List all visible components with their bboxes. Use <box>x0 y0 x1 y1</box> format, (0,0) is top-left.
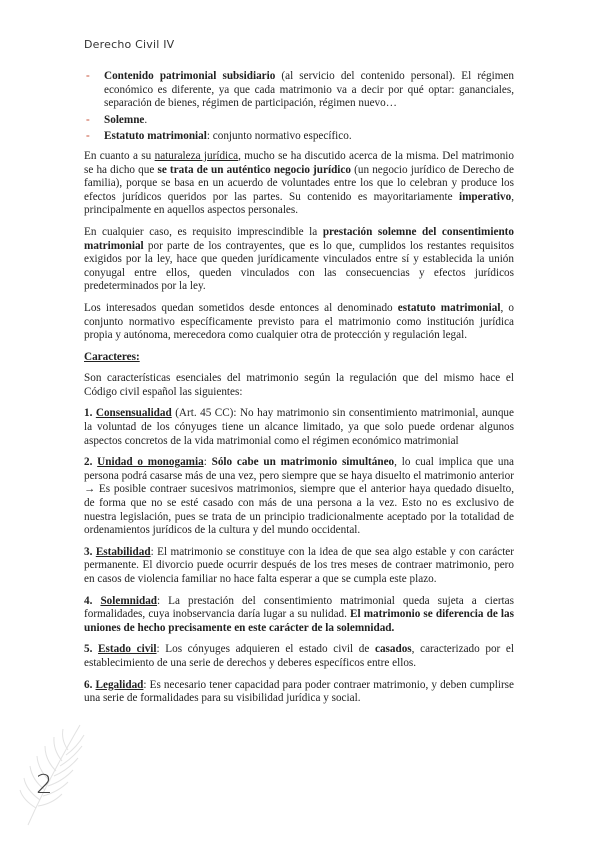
item-text: , lo cual implica que una persona podrá casarse más de una vez, pero siempre que se haya disuelto el matrimonio anterior → Es posible contraer sucesivos matrimonios, siempre que el anterior haya quedado disuelto, de forma que no se esté casado con más de una persona a la vez. Esto no es exclusivo de nuestra legislación, pues se trata de un principio tradicionalmente aceptado por la totalidad de ordenamientos jurídicos de la cultura y del mundo occidental. <box>84 456 515 537</box>
item-text: : <box>203 456 212 469</box>
text-run: En cualquier caso, es requisito imprescindible la <box>84 225 323 238</box>
item-number: 6. <box>84 678 96 691</box>
bold-term: se trata de un auténtico negocio jurídico <box>157 163 351 176</box>
caracter-item-legalidad <box>84 679 514 706</box>
bullet-text: : conjunto normativo específico. <box>206 130 352 143</box>
list-item <box>84 114 514 128</box>
bullet-term: Solemne <box>104 113 145 126</box>
caracter-item-estabilidad <box>84 546 514 587</box>
item-number: 4. <box>84 594 101 607</box>
bold-term: prestación solemne del consentimiento matrimonial <box>84 225 514 252</box>
item-title: Estabilidad <box>95 545 151 558</box>
bold-term: Sólo cabe un matrimonio simultáneo <box>211 456 395 469</box>
item-text: , caracterizado por el establecimiento de una serie de derechos y deberes específicos entre ellos. <box>84 643 514 669</box>
paragraph-requisito <box>84 226 514 294</box>
caracteres-intro: Son características esenciales del matrimonio según la regulación que del mismo hace el Código civil español las siguientes: <box>84 372 514 398</box>
text-run: Los interesados quedan sometidos desde entonces al denominado <box>84 301 398 314</box>
bullet-text: (al servicio del contenido personal). El régimen económico es diferente, ya que cada matrimonio va a decir por qué optar: gananciales, separación de bienes, régimen de participación, régimen nuevo… <box>104 70 514 110</box>
item-text: : Los cónyuges adquieren el estado civil de <box>156 643 375 656</box>
bold-term: estatuto matrimonial <box>397 301 501 314</box>
text-run: , mucho se ha discutido acerca de la misma. Del matrimonio se ha dicho que <box>84 149 515 176</box>
item-title: Estado civil <box>98 643 157 656</box>
item-number: 5. <box>84 643 99 656</box>
item-number: 2. <box>84 456 98 469</box>
item-title: Legalidad <box>95 678 144 691</box>
item-title: Unidad o monogamia <box>97 456 204 469</box>
item-text: : Es necesario tener capacidad para poder contraer matrimonio, y deben cumplirse una serie de formalidades para su visibilidad jurídica y social. <box>84 678 515 705</box>
bold-term: imperativo <box>459 190 512 203</box>
dash-bullet-icon: - <box>86 70 90 82</box>
text-run: , o conjunto normativo específicamente previsto para el matrimonio como institución jurídica propia y autónoma, merecedora como cualquier otra de protección y regulación legal. <box>84 301 514 342</box>
underlined-term: naturaleza jurídica <box>154 149 239 162</box>
bullet-text: . <box>144 113 148 126</box>
feather-decoration-icon <box>18 720 88 830</box>
document-body <box>84 70 514 714</box>
list-item <box>84 130 514 144</box>
dash-bullet-icon: - <box>86 113 90 126</box>
item-number: 1. <box>84 407 96 420</box>
text-run: (un negocio jurídico de Derecho de familia), porque se basa en un acuerdo de voluntades entre los que lo celebran y produce los efectos jurídicos queridos por las partes. Su contenido es mayoritariamente <box>84 163 514 203</box>
text-run: , principalmente en aquellos aspectos personales. <box>84 190 514 217</box>
item-text: : El matrimonio se constituye con la idea de que sea algo estable y con carácter permanente. El divorcio puede ocurrir después de los tres meses de contraer matrimonio, pero en casos de violencia familiar no hace falta esperar a que se cumpla este plazo. <box>84 545 514 585</box>
item-text: (Art. 45 CC): No hay matrimonio sin consentimiento matrimonial, aunque la voluntad de los cónyuges tiene un alcance limitado, ya que solo puede ordenar algunos aspectos concretos de la vida matrimonial como el régimen económico matrimonial <box>84 407 514 447</box>
bold-term: El matrimonio se diferencia de las uniones de hecho precisamente en este carácter de la solemnidad. <box>84 608 514 634</box>
caracter-item-estado-civil <box>84 643 514 670</box>
section-title <box>84 351 514 365</box>
page-header: Derecho Civil IV <box>84 38 175 51</box>
text-run: por parte de los contrayentes, que es lo que, cumplidos los restantes requisitos exigidos por la ley, hace que queden jurídicamente vinculados entre sí y establecida la unión conyugal entre ellos, queden vinculados con las consecuencias y efectos jurídicos predeterminados por la ley. <box>84 239 514 293</box>
dash-bullet-icon: - <box>86 130 90 143</box>
bullet-term: Estatuto matrimonial <box>104 130 207 143</box>
caracter-item-solemnidad <box>84 595 514 636</box>
page-number: 2 <box>36 770 53 800</box>
item-title: Solemnidad <box>100 594 158 607</box>
list-item <box>84 70 514 111</box>
bullet-list <box>84 70 514 144</box>
item-title: Consensualidad <box>95 407 172 420</box>
text-run: En cuanto a su <box>84 149 155 162</box>
caracter-item-unidad <box>84 456 514 538</box>
caracter-item-consensualidad <box>84 407 514 448</box>
item-text: : La prestación del consentimiento matrimonial queda sujeta a ciertas formalidades, cuya inobservancia daría lugar a su nulidad. <box>84 594 514 621</box>
paragraph-naturaleza <box>84 150 514 218</box>
paragraph-estatuto <box>84 302 514 343</box>
item-number: 3. <box>84 545 96 558</box>
bullet-term: Contenido patrimonial subsidiario <box>104 70 276 82</box>
section-title-text: Caracteres: <box>84 350 140 363</box>
bold-term: casados <box>374 643 412 656</box>
